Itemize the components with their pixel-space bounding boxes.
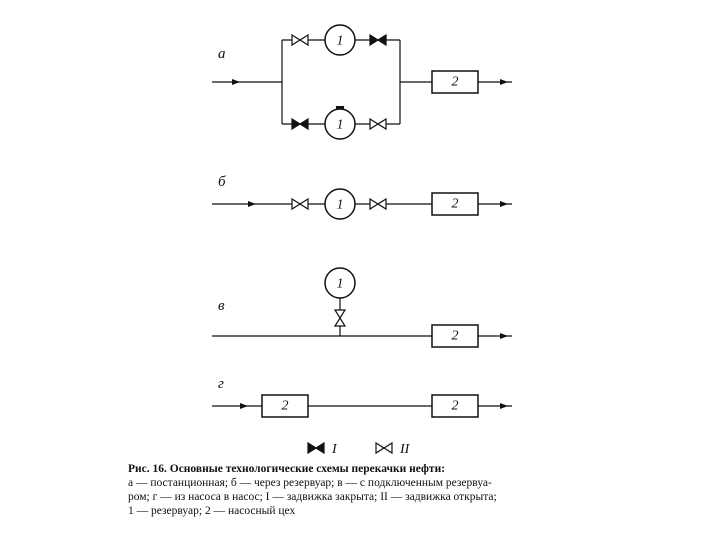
pump-number: 1 xyxy=(336,276,344,292)
reservoir-number: 2 xyxy=(451,328,459,344)
valve-closed xyxy=(292,119,308,129)
valve-open xyxy=(292,35,308,45)
scheme-a-label: а xyxy=(218,46,226,62)
reservoir-number: 2 xyxy=(281,398,289,414)
pump-circle xyxy=(325,268,355,298)
scheme-v-label: в xyxy=(218,298,225,314)
pump-number: 1 xyxy=(336,33,344,49)
reservoir-box xyxy=(432,71,478,93)
scheme-v xyxy=(212,268,512,347)
scheme-b-label: б xyxy=(218,174,226,190)
valve-open xyxy=(335,310,345,326)
pump-circle xyxy=(325,189,355,219)
reservoir-number: 2 xyxy=(451,74,459,90)
scheme-a xyxy=(212,25,512,139)
scheme-a-inlet-arrow xyxy=(232,79,240,85)
scheme-g-inlet-arrow xyxy=(240,403,248,409)
caption-line-3: 1 — резервуар; 2 — насосный цех xyxy=(128,505,296,517)
scheme-g xyxy=(212,376,512,417)
caption-line-1: а — постанционная; б — через резервуар; в — с подключенным резервуа- xyxy=(128,477,492,489)
scheme-v-outlet-arrow xyxy=(500,333,508,339)
pump-number: 1 xyxy=(336,117,344,133)
legend-closed-label: I xyxy=(332,442,337,457)
reservoir-number: 2 xyxy=(451,196,459,212)
pump-circle xyxy=(325,25,355,55)
caption-title: Рис. 16. Основные технологические схемы перекачки нефти: xyxy=(128,463,446,475)
pump-circle xyxy=(325,106,355,139)
legend-open-valve-icon xyxy=(376,443,392,453)
legend xyxy=(308,442,411,457)
figure-caption xyxy=(128,462,598,518)
valve-open xyxy=(292,199,308,209)
legend-closed-valve-icon xyxy=(308,443,324,453)
scheme-b-inlet-arrow xyxy=(248,201,256,207)
reservoir-box xyxy=(432,395,478,417)
scheme-g-outlet-arrow xyxy=(500,403,508,409)
scheme-b-outlet-arrow xyxy=(500,201,508,207)
valve-open xyxy=(370,119,386,129)
caption-line-2: ром; г — из насоса в насос; I — задвижка закрыта; II — задвижка открыта; xyxy=(128,491,497,503)
reservoir-box xyxy=(262,395,308,417)
reservoir-box xyxy=(432,325,478,347)
reservoir-number: 2 xyxy=(451,398,459,414)
legend-open-label: II xyxy=(400,442,410,457)
valve-open xyxy=(370,199,386,209)
scheme-a-outlet-arrow xyxy=(500,79,508,85)
reservoir-box xyxy=(432,193,478,215)
scheme-b xyxy=(212,174,512,219)
pump-number: 1 xyxy=(336,197,344,213)
valve-closed xyxy=(370,35,386,45)
scheme-g-label: г xyxy=(218,376,224,392)
